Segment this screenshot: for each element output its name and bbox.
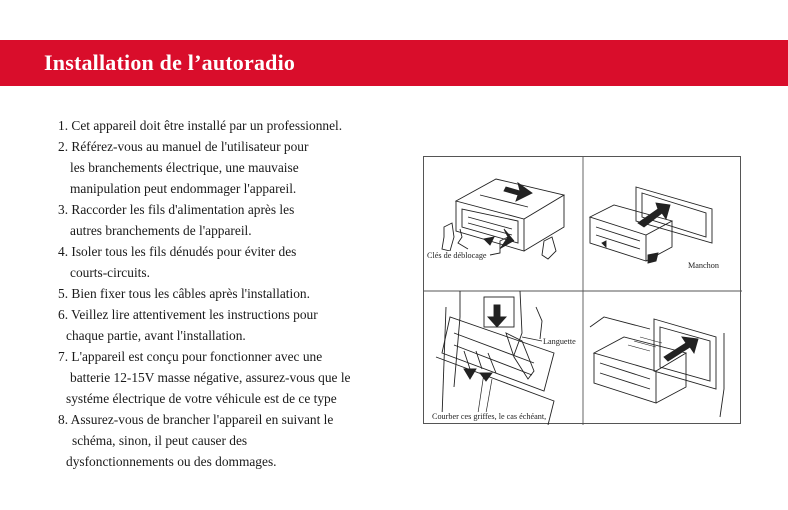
instruction-line: 8. Assurez-vous de brancher l'appareil en suivant le — [58, 412, 334, 427]
panel-insert — [590, 317, 724, 417]
section-header — [0, 40, 788, 86]
instruction-line: les branchements électrique, une mauvaise — [70, 160, 299, 175]
sleeve-label: Manchon — [688, 261, 719, 270]
instruction-line: schéma, sinon, il peut causer des — [72, 433, 248, 448]
instruction-line: dysfonctionnements ou des dommages. — [66, 454, 277, 469]
page-title: Installation de l’autoradio — [44, 50, 296, 75]
instruction-line: batterie 12-15V masse négative, assurez-vous que le — [70, 370, 351, 385]
instruction-line: chaque partie, avant l'installation. — [66, 328, 246, 343]
instruction-line: 7. L'appareil est conçu pour fonctionner avec une — [58, 349, 323, 364]
instruction-line: 1. Cet appareil doit être installé par un professionnel. — [58, 118, 343, 133]
instruction-line: 4. Isoler tous les fils dénudés pour éviter des — [58, 244, 297, 259]
panel-sleeve — [590, 187, 712, 263]
instructions-list — [58, 115, 403, 472]
panel-release-keys — [442, 179, 564, 259]
instruction-line: 5. Bien fixer tous les câbles après l'installation. — [58, 286, 310, 301]
release-keys-label: Clés de déblocage — [427, 251, 487, 260]
installation-diagram-drawing — [424, 157, 742, 425]
tab-label: Languette — [543, 337, 576, 346]
instruction-line: systéme électrique de votre véhicule est de ce type — [66, 391, 337, 406]
panel-tab — [436, 291, 554, 425]
installation-diagram — [423, 156, 741, 424]
instruction-line: 6. Veillez lire attentivement les instructions pour — [58, 307, 318, 322]
instruction-line: courts-circuits. — [70, 265, 150, 280]
instruction-line: manipulation peut endommager l'appareil. — [70, 181, 297, 196]
instruction-line: 2. Référez-vous au manuel de l'utilisateur pour — [58, 139, 309, 154]
bend-claws-label: Courber ces griffes, le cas échéant, — [432, 412, 547, 421]
instruction-line: autres branchements de l'appareil. — [70, 223, 252, 238]
instruction-line: 3. Raccorder les fils d'alimentation après les — [58, 202, 295, 217]
